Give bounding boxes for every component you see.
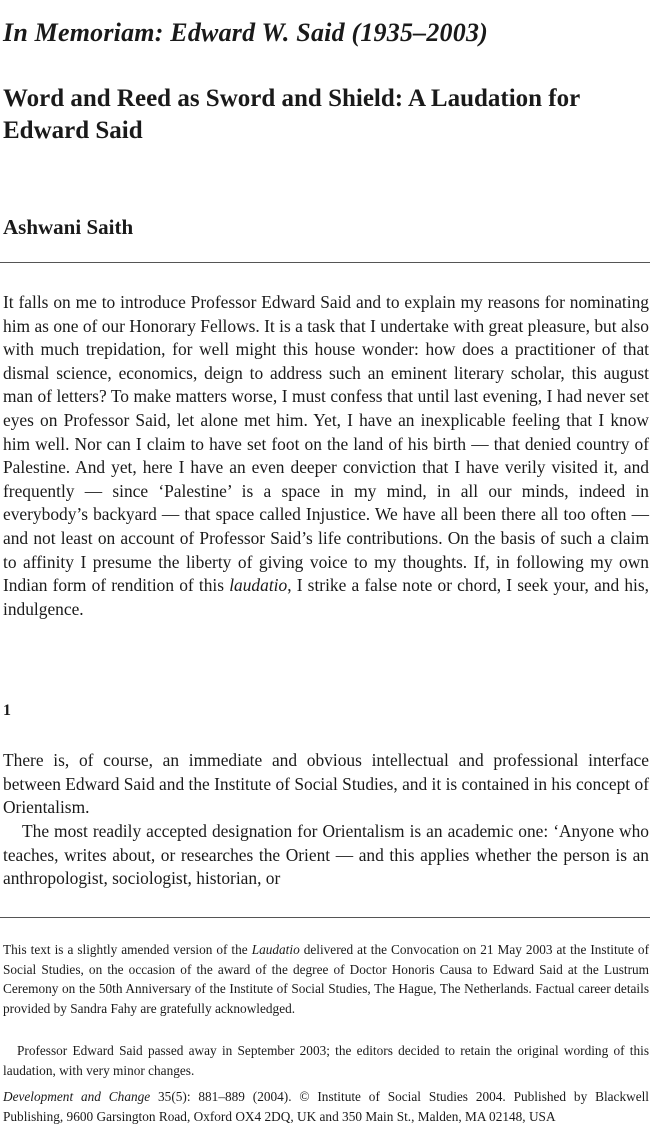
section-label: In Memoriam: Edward W. Said (1935–2003) xyxy=(3,18,489,47)
paragraph-orientalism: The most readily accepted designation for Orientalism is an academic one: ‘Anyone who teaches, writes about, or researches the Orient — and this applies whether the person is an anthropologist, sociologist, historian, or xyxy=(3,821,649,889)
footnote-laudatio-italic: Laudatio xyxy=(251,942,300,957)
paragraph-intro-end: , I strike a false note or chord, I seek your, and his, indulgence. xyxy=(3,575,649,619)
journal-name: Development and Change xyxy=(3,1089,151,1104)
footnote-divider xyxy=(0,917,650,918)
journal-citation xyxy=(3,1087,649,1126)
footnote-1-end: delivered at the Convocation on 21 May 2003 at the Institute of Social Studies, on the occasion of the award of the degree of Doctor Honoris Causa to Edward Said at the Lustrum Ceremony on the 50th Anniversary of the Institute of Social Studies, The Hague, The Netherlands. Factual career details provided by Sandra Fahy are gratefully acknowledged. xyxy=(3,942,649,1016)
footnote-1 xyxy=(3,940,649,1018)
header-divider xyxy=(0,262,650,263)
footnote-1-text: This text is a slightly amended version of the xyxy=(3,942,252,957)
footnote-2: Professor Edward Said passed away in September 2003; the editors decided to retain the original wording of this laudation, with very minor changes. xyxy=(3,1043,649,1078)
section-number: 1 xyxy=(3,702,11,719)
paragraph-interface: There is, of course, an immediate and obvious intellectual and professional interface between Edward Said and the Institute of Social Studies, and it is contained in his concept of Orientalism. xyxy=(3,750,649,818)
author-name: Ashwani Saith xyxy=(3,215,134,239)
paragraph-intro-text: It falls on me to introduce Professor Edward Said and to explain my reasons for nominating him as one of our Honorary Fellows. It is a task that I undertake with great pleasure, but also with much trepidation, for well might this house wonder: how does a practitioner of that dismal science, economics, deign to address such an eminent literary scholar, this august man of letters? To make matters worse, I must confess that until last evening, I had never set eyes on Professor Said, let alone met him. Yet, I have an inexplicable feeling that I know him well. Nor can I claim to have set foot on the land of his birth — that denied country of Palestine. And yet, here I have an even deeper conviction that I have verily visited it, and frequently — since ‘Palestine’ is a space in my mind, in all our minds, indeed in everybody’s backyard — that space called Injustice. We have all been there all too often — and not least on account of Professor Said’s life contributions. On the basis of such a claim to affinity I presume the liberty of giving voice to my thoughts. If, in following my own Indian form of rendition of this xyxy=(3,292,649,596)
laudatio-italic: laudatio xyxy=(229,575,288,596)
paragraph-intro xyxy=(3,291,649,621)
citation-details: 35(5): 881–889 (2004). © Institute of Social Studies 2004. Published by Blackwell Publishing, 9600 Garsington Road, Oxford OX4 2DQ, UK and 350 Main St., Malden, MA 02148, USA xyxy=(3,1089,649,1124)
article-title: Word and Reed as Sword and Shield: A Laudation for Edward Said xyxy=(3,85,580,144)
